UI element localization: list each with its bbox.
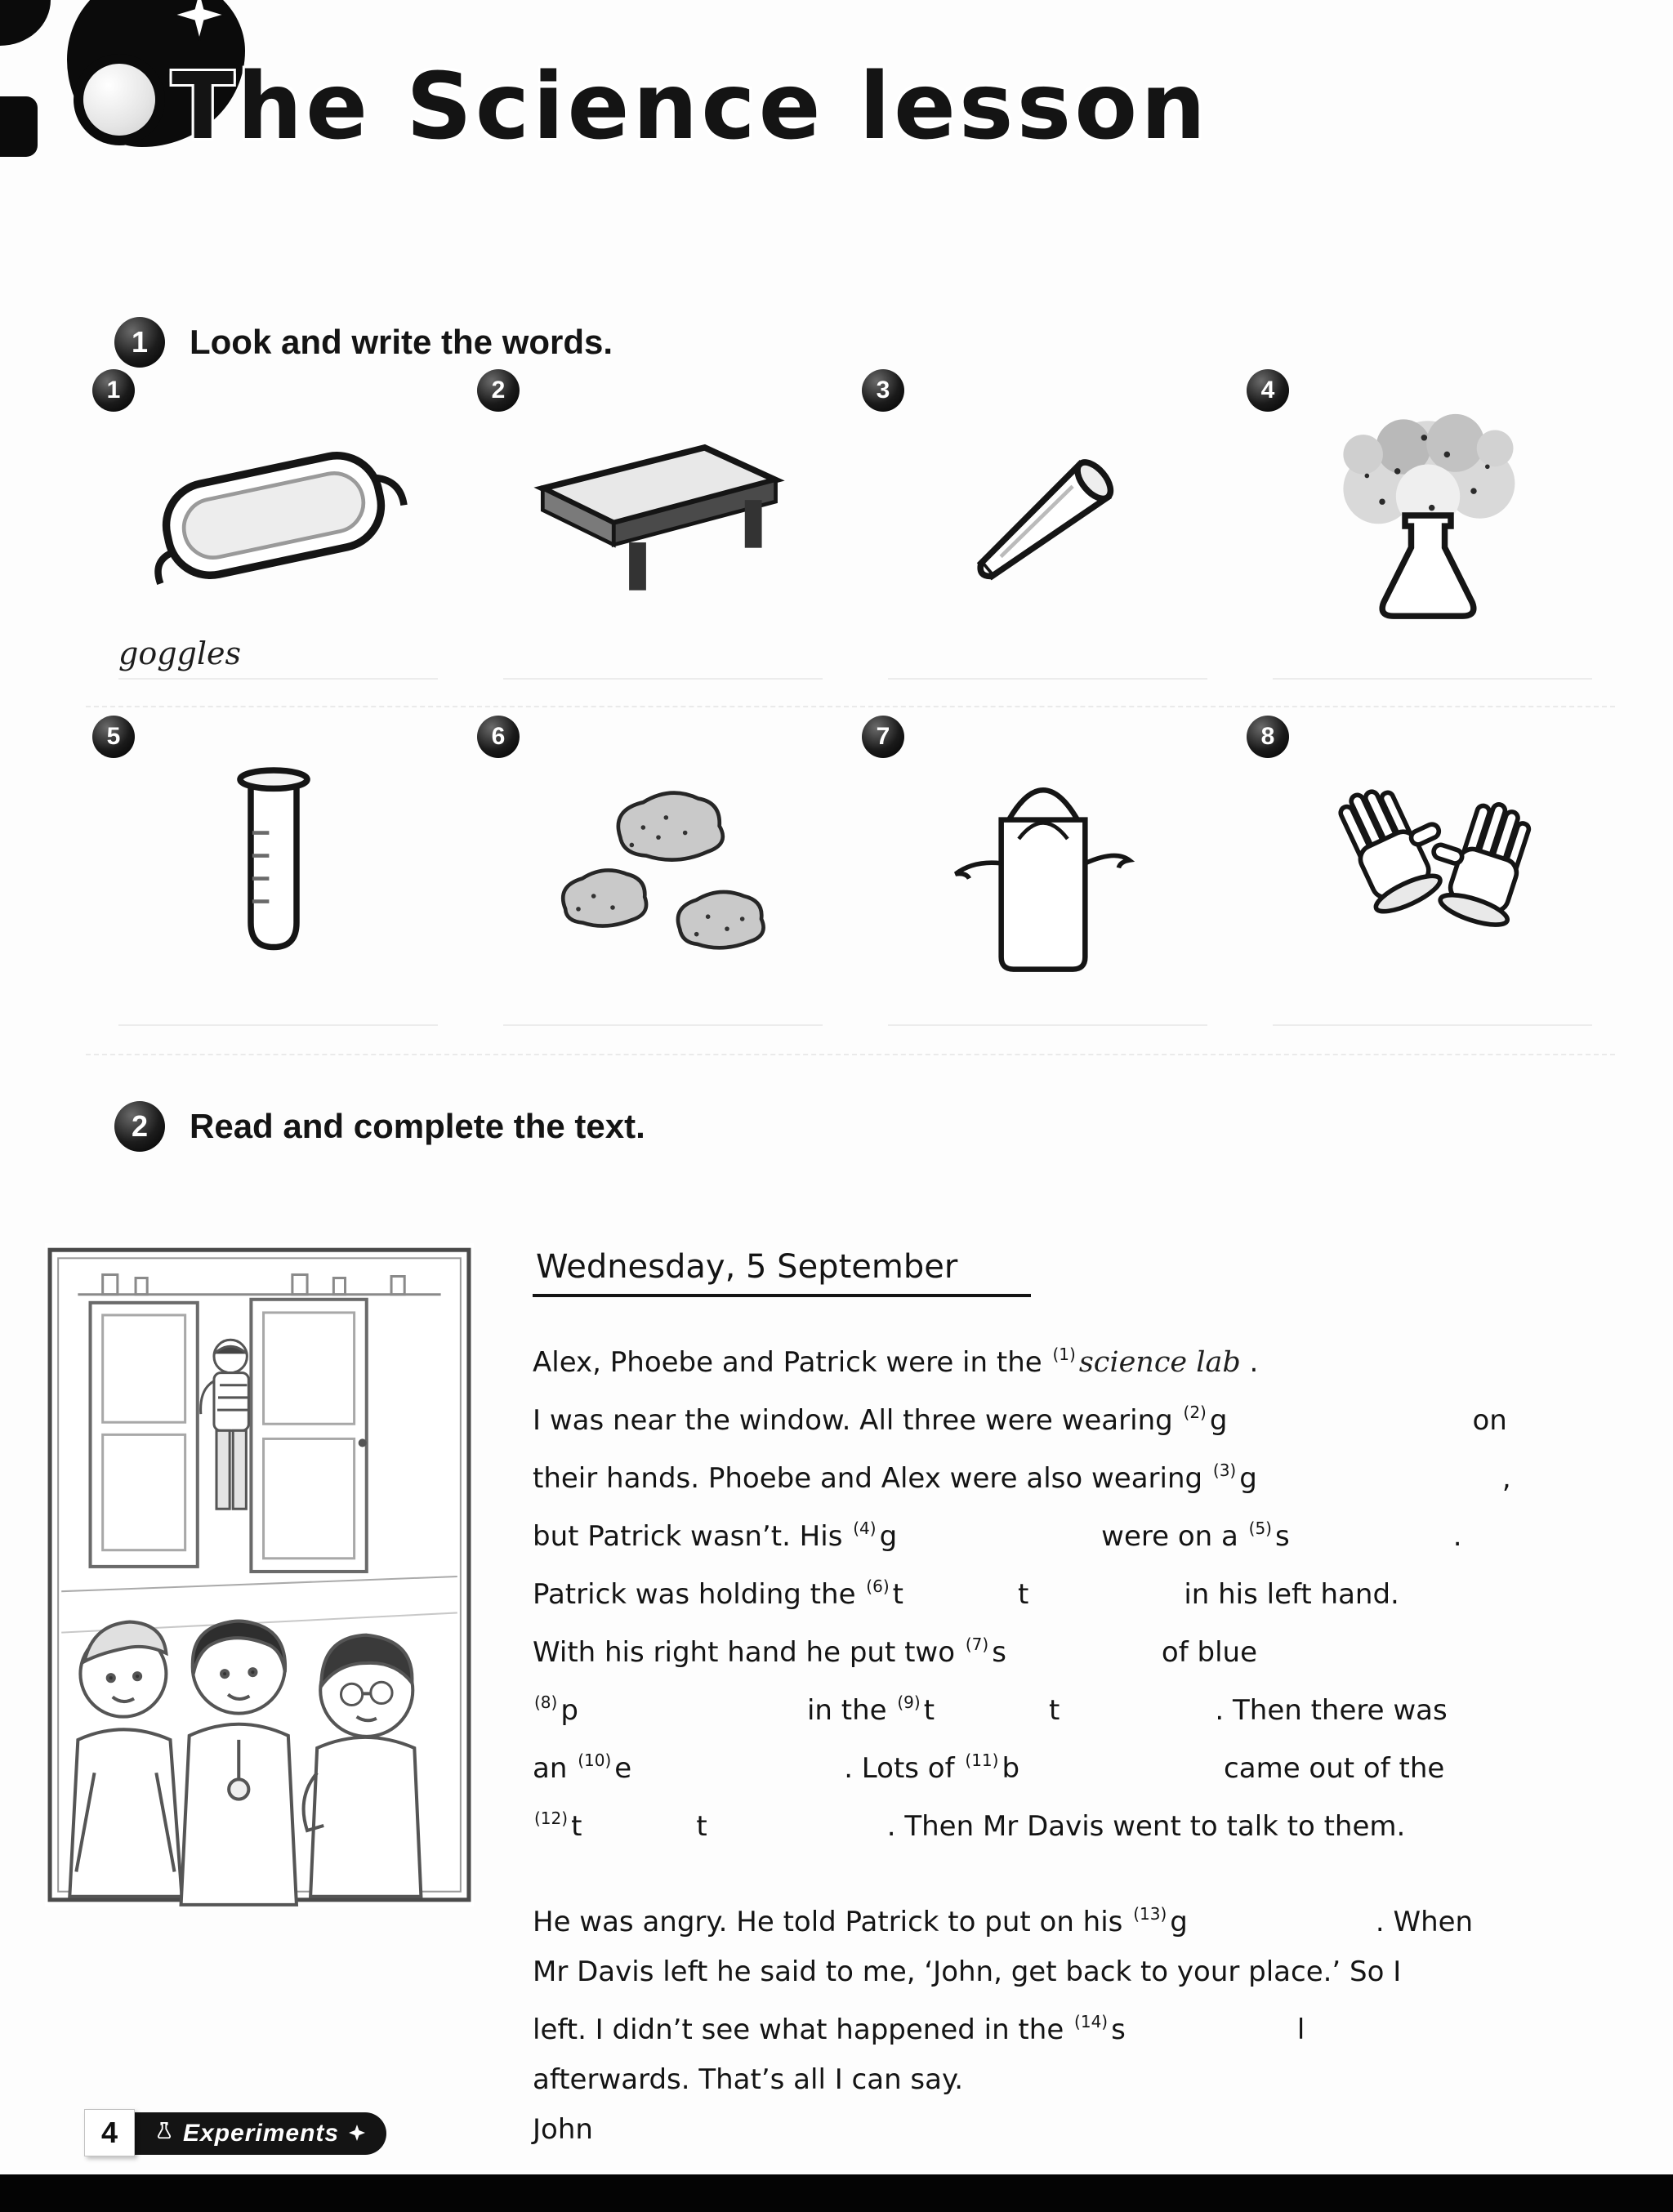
answer-gap: [935, 1692, 1049, 1719]
diary-text-segment: but Patrick wasn’t. His: [533, 1520, 852, 1553]
magnifier-lens-icon: [74, 54, 165, 145]
blank-number: (9): [897, 1692, 921, 1712]
item-number-badge: 5: [92, 716, 135, 758]
diary-text-segment: Patrick was holding the: [533, 1578, 865, 1611]
diary-date: Wednesday, 5 September: [533, 1248, 1031, 1297]
diary-line: [533, 1446, 1644, 1504]
exercise1-item-5: [86, 716, 461, 1028]
exercise1-item-2: [471, 369, 845, 681]
answer-gap: [903, 1576, 1018, 1603]
diary-text-segment: an: [533, 1752, 577, 1785]
answer-gap: [707, 1808, 887, 1835]
item-number-badge: 8: [1247, 716, 1289, 758]
item-number-badge: 4: [1247, 369, 1289, 412]
diary-line: [533, 1562, 1644, 1620]
diary-paragraph-1: [533, 1330, 1644, 1852]
diary-text-segment: in his left hand.: [1184, 1578, 1399, 1611]
diary-text-segment: s: [1275, 1520, 1290, 1553]
handwritten-answer: science lab: [1078, 1346, 1241, 1379]
diary-text-segment: l: [1296, 2014, 1305, 2046]
diary-text-segment: s: [1111, 2014, 1126, 2046]
experiments-badge: [123, 2112, 386, 2155]
diary-text-segment: came out of the: [1224, 1752, 1445, 1785]
diary-line: [533, 1330, 1644, 1388]
exercise1-item-3: [855, 369, 1230, 681]
item-number-badge: 1: [92, 369, 135, 412]
item-answer-line: [503, 636, 823, 680]
exercise1-item-4: [1240, 369, 1615, 681]
blank-number: (3): [1212, 1461, 1237, 1480]
item-number-badge: 3: [862, 369, 904, 412]
diary-line: [533, 1889, 1644, 1947]
item-answer-line: [1273, 636, 1592, 680]
decorative-corner-mark: [0, 0, 51, 46]
diary-text-segment: g: [1239, 1462, 1257, 1495]
flask-icon: [155, 2120, 173, 2147]
tube-image: [855, 407, 1230, 624]
diary-text-segment: Mr Davis left he said to me, ‘John, get back to your place.’ So I: [533, 1956, 1402, 1988]
exercise1-items-grid: [86, 369, 1615, 1028]
diary-text-segment: t: [1017, 1578, 1029, 1611]
blank-number: (11): [965, 1750, 999, 1770]
diary-line: [533, 1388, 1644, 1446]
blank-number: (14): [1074, 2012, 1109, 2031]
blank-number: (8): [534, 1692, 558, 1712]
diary-text-segment: He was angry. He told Patrick to put on his: [533, 1906, 1132, 1938]
exercise1-item-7: [855, 716, 1230, 1028]
diary-text-segment: g: [879, 1520, 898, 1553]
diary-text-segment: ,: [1501, 1462, 1511, 1495]
item-answer-line: [888, 982, 1207, 1026]
diary-text-segment: . Then there was: [1215, 1694, 1448, 1727]
item-number-badge: 7: [862, 716, 904, 758]
blank-number: (4): [853, 1519, 877, 1538]
exercise1-item-6: [471, 716, 845, 1028]
diary-body: [533, 1330, 1644, 2155]
diary-line: [533, 1947, 1644, 1997]
diary-text-segment: g: [1170, 1906, 1188, 1938]
sparkle-icon: [173, 0, 225, 41]
apron-image: [855, 753, 1230, 970]
item-answer-line: [118, 636, 438, 680]
diary-text-segment: John: [533, 2113, 593, 2146]
diary-text-segment: of blue: [1161, 1636, 1257, 1669]
exercise1-header: [114, 317, 613, 368]
exercise1-instruction: Look and write the words.: [190, 323, 613, 361]
diary-text-segment: t: [892, 1578, 903, 1611]
exercise2-header: [114, 1101, 645, 1152]
diary-text-segment: .: [1240, 1346, 1259, 1379]
explosion-image: [1240, 407, 1615, 624]
diary-text-segment: . Then Mr Davis went to talk to them.: [886, 1810, 1406, 1843]
diary-text-segment: left. I didn’t see what happened in the: [533, 2014, 1073, 2046]
decorative-edge-mark: [0, 96, 38, 157]
blank-number: (5): [1248, 1519, 1272, 1538]
diary-text-segment: were on a: [1101, 1520, 1247, 1553]
page-title: The Science lesson: [172, 54, 1209, 160]
diary-line: [533, 1504, 1644, 1562]
diary-text: [533, 1248, 1644, 2155]
page-number: 4: [84, 2109, 135, 2156]
diary-text-segment: afterwards. That’s all I can say.: [533, 2063, 964, 2096]
diary-text-segment: t: [923, 1694, 935, 1727]
diary-text-segment: . When: [1375, 1906, 1474, 1938]
diary-text-segment: . Lots of: [844, 1752, 964, 1785]
item-number-badge: 6: [477, 716, 520, 758]
diary-text-segment: t: [696, 1810, 707, 1843]
diary-line: [533, 1620, 1644, 1678]
rocks-image: [471, 753, 845, 970]
diary-text-segment: p: [560, 1694, 578, 1727]
diary-text-segment: their hands. Phoebe and Alex were also wearing: [533, 1462, 1211, 1495]
diary-line: [533, 1736, 1644, 1794]
diary-text-segment: t: [1049, 1694, 1060, 1727]
answer-gap: [1188, 1903, 1376, 1931]
diary-text-segment: in the: [806, 1694, 896, 1727]
item-number-badge: 2: [477, 369, 520, 412]
diary-text-segment: g: [1209, 1404, 1228, 1437]
answer-gap: [897, 1518, 1101, 1545]
blank-number: (2): [1183, 1403, 1207, 1422]
item-answer-line: [888, 636, 1207, 680]
diary-text-segment: e: [614, 1752, 632, 1785]
diary-paragraph-2: [533, 1889, 1644, 2155]
answer-gap: [1290, 1518, 1453, 1545]
answer-gap: [582, 1808, 696, 1835]
answer-gap: [1257, 1460, 1502, 1487]
item-answer-line: [503, 982, 823, 1026]
diary-text-segment: on: [1472, 1404, 1507, 1437]
diary-text-segment: With his right hand he put two: [533, 1636, 964, 1669]
row-separator: [86, 706, 1615, 707]
answer-gap: [631, 1750, 844, 1777]
exercise1-number-badge: 1: [114, 317, 165, 368]
exercise2-instruction: Read and complete the text.: [190, 1107, 645, 1145]
blank-number: (12): [534, 1808, 569, 1828]
exercise2-number-badge: 2: [114, 1101, 165, 1152]
exercise1-item-8: [1240, 716, 1615, 1028]
test-tube-image: [86, 753, 461, 970]
diary-text-segment: .: [1452, 1520, 1462, 1553]
diary-line: [533, 1794, 1644, 1852]
experiments-label: Experiments: [183, 2120, 340, 2147]
item-answer-line: [1273, 982, 1592, 1026]
diary-text-segment: Alex, Phoebe and Patrick were in the: [533, 1346, 1051, 1379]
diary-line: [533, 2105, 1644, 2155]
blank-number: (10): [578, 1750, 612, 1770]
item-answer: goggles: [118, 636, 241, 671]
answer-gap: [1019, 1750, 1224, 1777]
diary-text-segment: b: [1002, 1752, 1020, 1785]
answer-gap: [1028, 1576, 1184, 1603]
diary-text-segment: s: [992, 1636, 1006, 1669]
star-icon: [349, 2120, 365, 2147]
row-separator: [86, 1054, 1615, 1055]
bottom-page-edge: [0, 2174, 1673, 2212]
answer-gap: [1060, 1692, 1215, 1719]
blank-number: (1): [1052, 1345, 1076, 1364]
diary-line: [533, 1678, 1644, 1736]
diary-text-segment: I was near the window. All three were wearing: [533, 1404, 1182, 1437]
blank-number: (6): [866, 1576, 890, 1596]
diary-line: [533, 2055, 1644, 2105]
bench-image: [471, 407, 845, 624]
blank-number: (7): [965, 1634, 989, 1654]
diary-text-segment: t: [571, 1810, 582, 1843]
exercise1-item-1: [86, 369, 461, 681]
science-lab-illustration: [45, 1243, 474, 1907]
diary-line: [533, 1997, 1644, 2055]
answer-gap: [1227, 1402, 1472, 1429]
item-answer-line: [118, 982, 438, 1026]
gloves-image: [1240, 753, 1615, 970]
answer-gap: [1006, 1634, 1162, 1661]
blank-number: (13): [1133, 1904, 1167, 1924]
answer-gap: [1126, 2011, 1297, 2039]
answer-gap: [578, 1692, 807, 1719]
goggles-image: [86, 407, 461, 624]
